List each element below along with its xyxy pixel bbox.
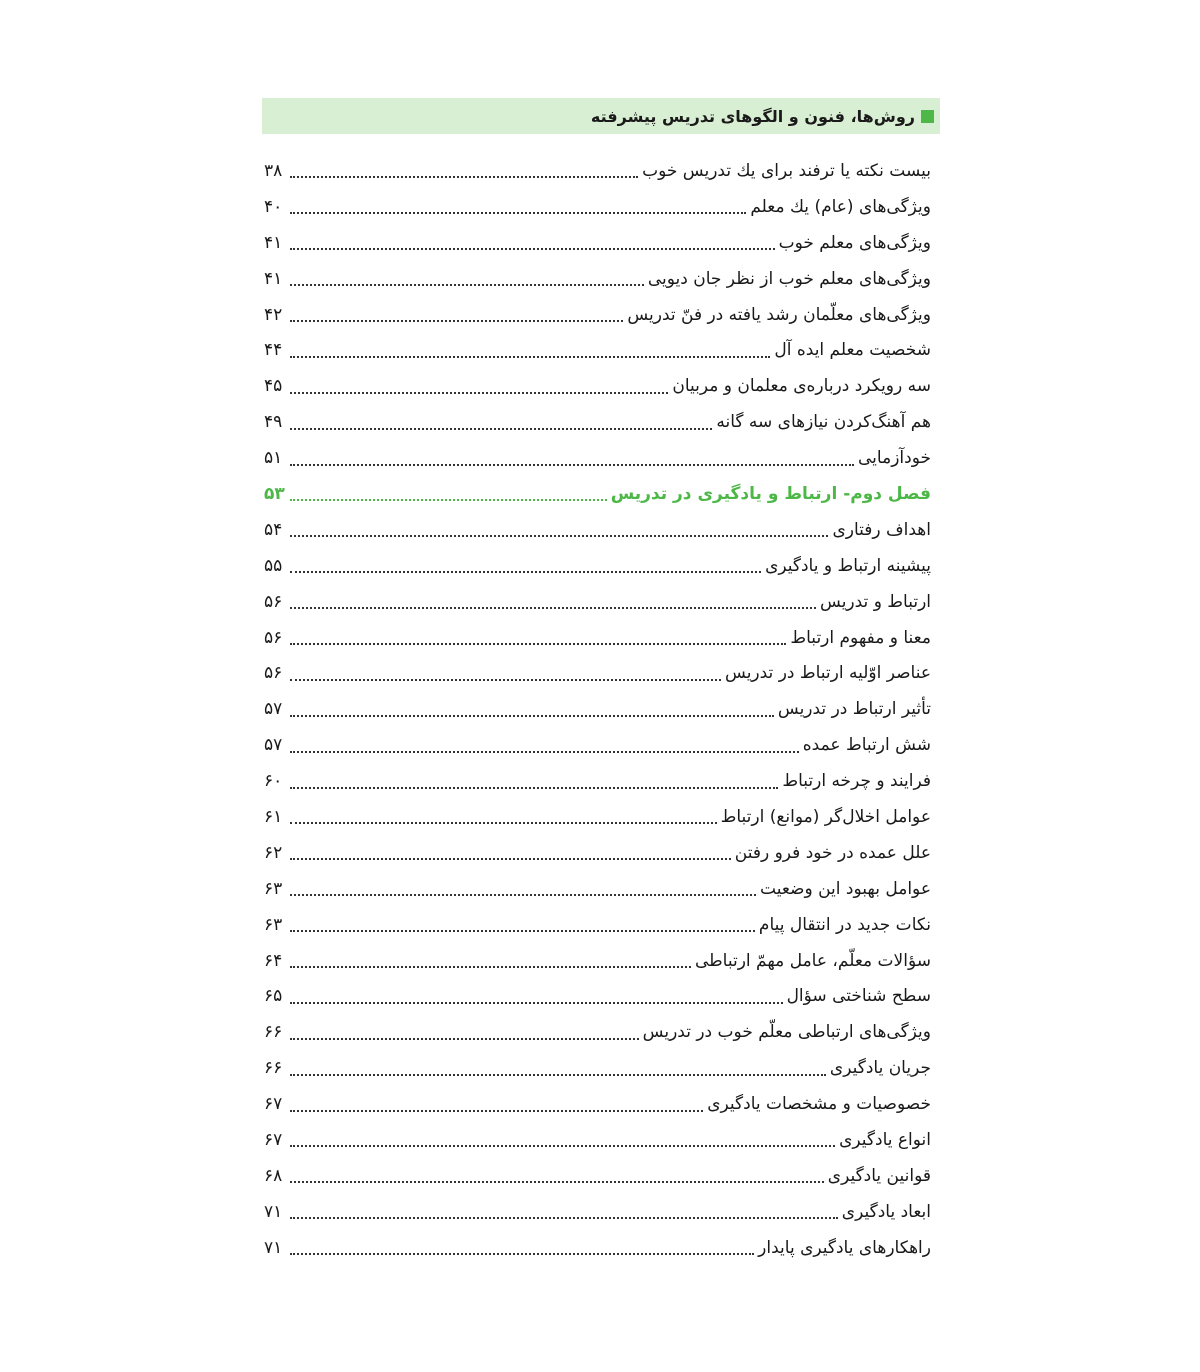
toc-entry-title: اهداف رفتاری — [832, 519, 931, 540]
toc-page-number: ۶۶ — [264, 1022, 283, 1043]
toc-row — [264, 189, 931, 225]
toc-row — [264, 835, 931, 871]
toc-page-number: ۶۶ — [264, 1058, 283, 1079]
toc-entry-title: عوامل اخلال‌گر (موانع) ارتباط — [720, 806, 931, 827]
toc-page-number: ۶۷ — [264, 1129, 283, 1150]
toc-row — [264, 225, 931, 261]
toc-entry-title: سه رویکرد درباره‌ی معلمان و مربیان — [672, 376, 931, 397]
toc-dot-leader — [290, 211, 746, 214]
toc-dot-leader — [290, 1109, 703, 1112]
toc-entry-title: جریان یادگیری — [829, 1058, 931, 1079]
toc-page-number: ۵۶ — [264, 591, 283, 612]
toc-page-number: ۶۸ — [264, 1165, 283, 1186]
toc-dot-leader — [290, 463, 854, 466]
toc-row — [264, 1194, 931, 1230]
toc-row — [264, 1122, 931, 1158]
toc-page-number: ۵۱ — [264, 448, 283, 469]
toc-entry-title: عوامل بهبود این وضعیت — [760, 878, 931, 899]
toc-row — [264, 620, 931, 656]
toc-row — [264, 907, 931, 943]
toc-page-number: ۷۱ — [264, 1237, 283, 1258]
toc-entry-title: ویژگی‌های معلم خوب — [778, 232, 931, 253]
toc-dot-leader — [290, 1001, 783, 1004]
toc-dot-leader — [290, 1216, 838, 1219]
toc-row — [264, 1158, 931, 1194]
toc-entry-title: ویژگی‌های معلّمان رشد یافته در فنّ تدریس — [627, 304, 931, 325]
toc-dot-leader — [290, 857, 731, 860]
toc-row — [264, 261, 931, 297]
toc-entry-title: فصل دوم- ارتباط و یادگیری در تدریس — [610, 483, 931, 504]
toc-dot-leader — [290, 1252, 754, 1255]
toc-dot-leader — [290, 1144, 835, 1147]
toc-row — [264, 978, 931, 1014]
toc-row — [264, 153, 931, 189]
toc-row — [264, 404, 931, 440]
toc-dot-leader — [290, 606, 816, 609]
toc-row — [264, 1050, 931, 1086]
running-header-title: روش‌ها، فنون و الگوهای تدریس پیشرفته — [590, 106, 915, 126]
toc-page-number: ۵۳ — [264, 483, 285, 504]
toc-page-number: ۴۹ — [264, 412, 283, 433]
toc-row — [264, 512, 931, 548]
toc-page-number: ۴۵ — [264, 376, 283, 397]
toc-entry-title: پیشینه ارتباط و یادگیری — [765, 555, 931, 576]
toc-page-number: ۵۵ — [264, 555, 283, 576]
toc-entry-title: ویژگی‌های (عام) یك معلم — [750, 196, 931, 217]
toc-dot-leader — [290, 498, 607, 501]
toc-page-number: ۴۱ — [264, 232, 283, 253]
toc-entry-title: سطح شناختی سؤال — [786, 986, 931, 1007]
toc-entry-title: تأثیر ارتباط در تدریس — [777, 699, 931, 720]
toc-entry-title: معنا و مفهوم ارتباط — [790, 627, 931, 648]
toc-row — [264, 548, 931, 584]
toc-dot-leader — [290, 714, 774, 717]
toc-row — [264, 1086, 931, 1122]
toc-dot-leader — [290, 929, 755, 932]
toc-row — [264, 871, 931, 907]
toc-row — [264, 655, 931, 691]
toc-entry-title: فرایند و چرخه ارتباط — [782, 771, 931, 792]
toc-entry-title: ویژگی‌های ارتباطی معلّم خوب در تدریس — [642, 1022, 931, 1043]
toc-entry-title: نکات جدید در انتقال پیام — [758, 914, 931, 935]
toc-entry-title: هم آهنگ‌کردن نیازهای سه گانه — [716, 412, 931, 433]
toc-page-number: ۶۳ — [264, 878, 283, 899]
toc-dot-leader — [290, 965, 691, 968]
table-of-contents — [264, 153, 931, 1266]
toc-page-number: ۷۱ — [264, 1201, 283, 1222]
toc-entry-title: انواع یادگیری — [839, 1129, 931, 1150]
toc-entry-title: عناصر اوّلیه ارتباط در تدریس — [725, 663, 931, 684]
toc-dot-leader — [290, 750, 799, 753]
toc-page-number: ۵۷ — [264, 699, 283, 720]
toc-row — [264, 332, 931, 368]
toc-dot-leader — [290, 786, 778, 789]
toc-page-number: ۴۲ — [264, 304, 283, 325]
toc-row — [264, 691, 931, 727]
toc-row — [264, 368, 931, 404]
toc-row — [264, 763, 931, 799]
toc-dot-leader — [290, 1180, 824, 1183]
toc-page-number: ۵۷ — [264, 735, 283, 756]
toc-dot-leader — [290, 391, 668, 394]
toc-page-number: ۵۶ — [264, 627, 283, 648]
toc-row — [264, 727, 931, 763]
toc-page-number: ۶۴ — [264, 950, 283, 971]
toc-dot-leader — [290, 319, 623, 322]
toc-entry-title: راهکارهای یادگیری پایدار — [758, 1237, 931, 1258]
toc-entry-title: ابعاد یادگیری — [841, 1201, 931, 1222]
toc-page-number: ۵۶ — [264, 663, 283, 684]
toc-dot-leader — [290, 534, 828, 537]
toc-dot-leader — [290, 570, 761, 573]
toc-dot-leader — [290, 247, 775, 250]
toc-chapter-row — [264, 476, 931, 512]
toc-dot-leader — [290, 1037, 639, 1040]
toc-page-number: ۵۴ — [264, 519, 283, 540]
toc-row — [264, 440, 931, 476]
toc-entry-title: ویژگی‌های معلم خوب از نظر جان دیویی — [647, 268, 931, 289]
toc-dot-leader — [290, 427, 712, 430]
toc-page-number: ۴۱ — [264, 268, 283, 289]
toc-row — [264, 799, 931, 835]
toc-dot-leader — [290, 821, 717, 824]
header-square-marker — [921, 110, 934, 123]
toc-dot-leader — [290, 1073, 826, 1076]
toc-entry-title: شش ارتباط عمده — [802, 735, 931, 756]
toc-dot-leader — [290, 283, 644, 286]
toc-entry-title: قوانین یادگیری — [827, 1165, 931, 1186]
toc-entry-title: ارتباط و تدریس — [820, 591, 931, 612]
toc-page-number: ۶۵ — [264, 986, 283, 1007]
toc-entry-title: علل عمده در خود فرو رفتن — [734, 842, 931, 863]
toc-page-number: ۶۳ — [264, 914, 283, 935]
running-header — [262, 98, 940, 134]
toc-dot-leader — [290, 642, 786, 645]
toc-entry-title: سؤالات معلّم، عامل مهمّ ارتباطی — [694, 950, 931, 971]
toc-page-number: ۶۲ — [264, 842, 283, 863]
toc-row — [264, 297, 931, 333]
toc-page-number: ۴۰ — [264, 196, 283, 217]
toc-row — [264, 1014, 931, 1050]
toc-row — [264, 1230, 931, 1266]
toc-page-number: ۶۰ — [264, 771, 283, 792]
toc-row — [264, 943, 931, 979]
toc-dot-leader — [290, 893, 756, 896]
toc-entry-title: بیست نکته یا ترفند برای یك تدریس خوب — [642, 160, 931, 181]
toc-page-number: ۶۱ — [264, 806, 283, 827]
toc-page-number: ۴۴ — [264, 340, 283, 361]
toc-page-number: ۶۷ — [264, 1094, 283, 1115]
toc-dot-leader — [290, 355, 770, 358]
toc-entry-title: شخصیت معلم ایده آل — [774, 340, 931, 361]
toc-dot-leader — [290, 175, 638, 178]
toc-entry-title: خصوصیات و مشخصات یادگیری — [707, 1094, 931, 1115]
toc-page-number: ۳۸ — [264, 160, 283, 181]
toc-entry-title: خودآزمایی — [858, 448, 931, 469]
toc-row — [264, 584, 931, 620]
toc-dot-leader — [290, 678, 721, 681]
